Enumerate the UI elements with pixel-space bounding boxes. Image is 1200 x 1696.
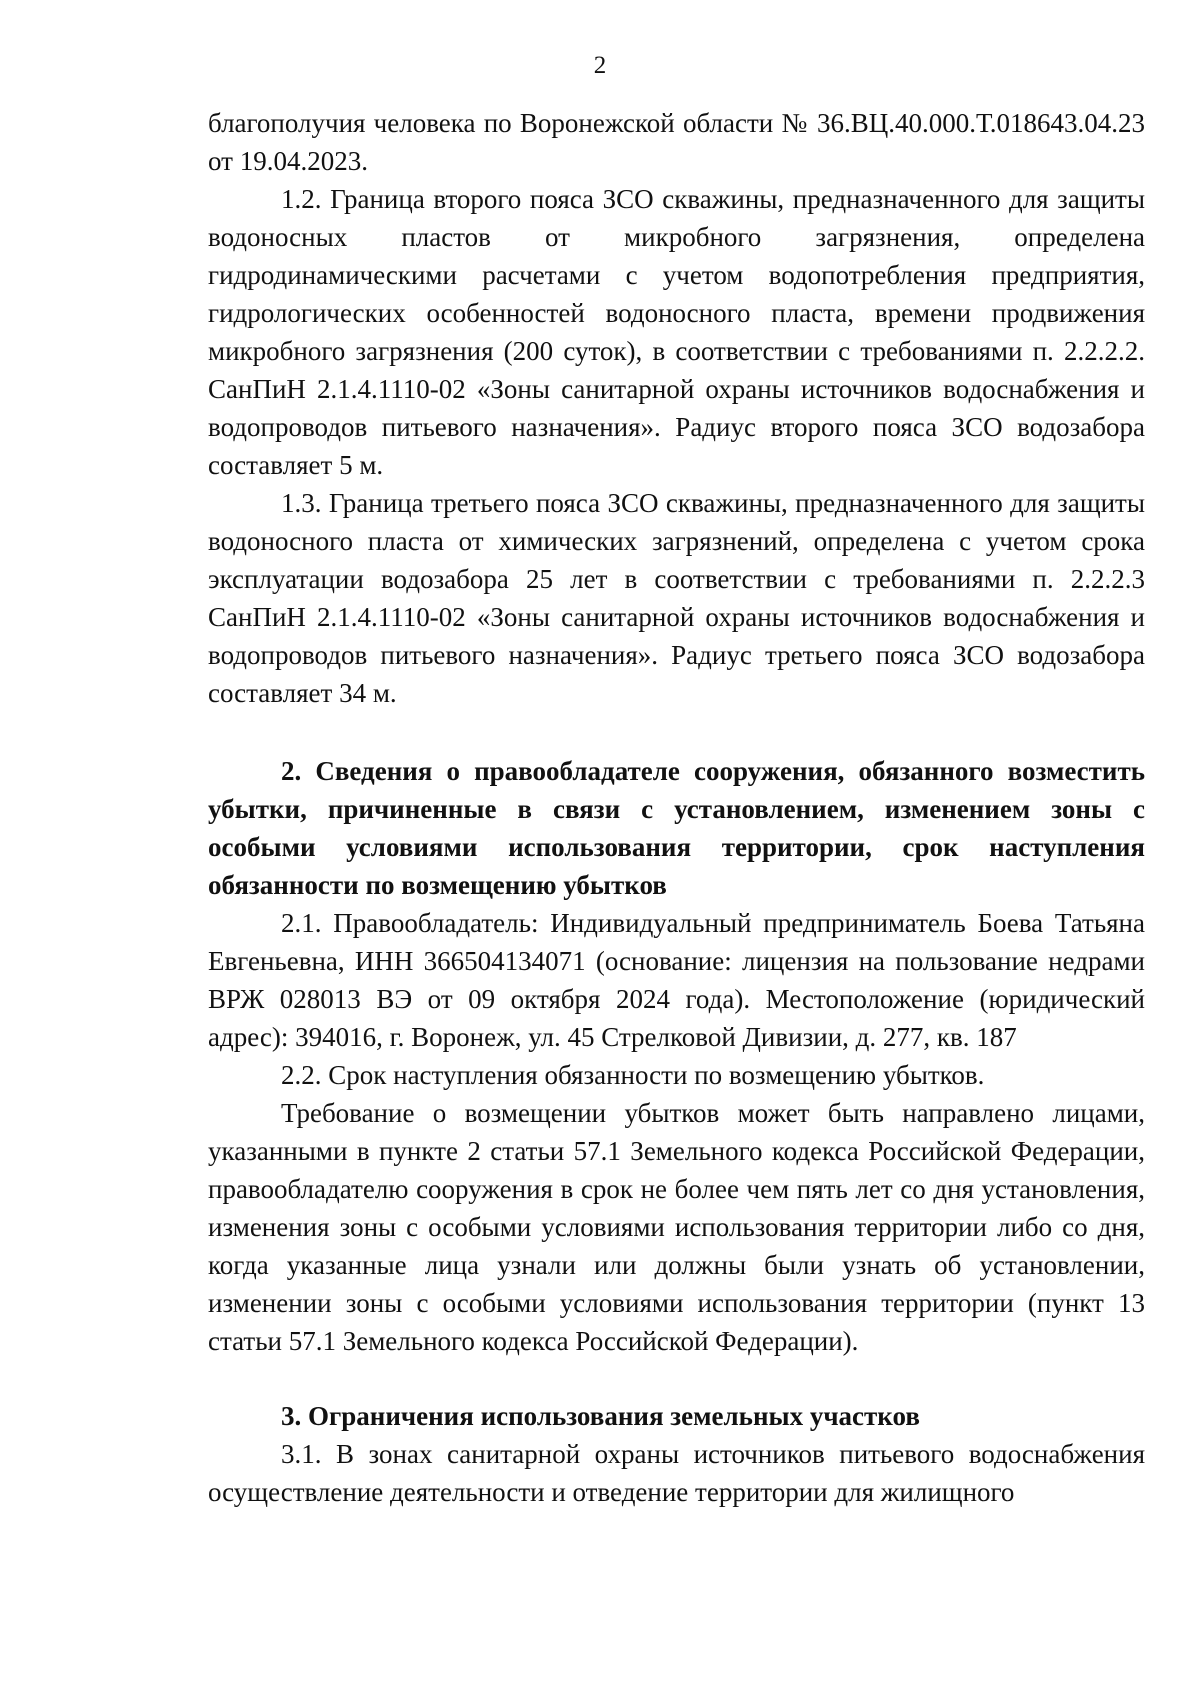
page-number: 2 xyxy=(593,52,607,79)
paragraph-continuation: благополучия человека по Воронежской области № 36.ВЦ.40.000.Т.018643.04.23 от 19.04.2023. xyxy=(208,108,1145,176)
paragraph-2-2: 2.2. Срок наступления обязанности по возмещению убытков. xyxy=(281,1060,985,1090)
paragraph-3-1: 3.1. В зонах санитарной охраны источников питьевого водоснабжения осуществление деятельности и отведение территории для жилищного xyxy=(208,1439,1145,1507)
document-body xyxy=(208,104,1145,1511)
paragraph-2-2-requirement: Требование о возмещении убытков может быть направлено лицами, указанными в пункте 2 статьи 57.1 Земельного кодекса Российской Федерации, правообладателю сооружения в срок не более чем пять лет со дня установления, изменения зоны с особыми условиями использования территории либо со дня, когда указанные лица узнали или должны были узнать об установлении, изменении зоны с особыми условиями использования территории (пункт 13 статьи 57.1 Земельного кодекса Российской Федерации). xyxy=(208,1098,1145,1356)
paragraph-1-3: 1.3. Граница третьего пояса ЗСО скважины, предназначенного для защиты водоносного пласта от химических загрязнений, определена с учетом срока эксплуатации водозабора 25 лет в соответствии с требованиями п. 2.2.2.3 СанПиН 2.1.4.1110-02 «Зоны санитарной охраны источников водоснабжения и водопроводов питьевого назначения». Радиус третьего пояса ЗСО водозабора составляет 34 м. xyxy=(208,488,1145,708)
section-2-heading: 2. Сведения о правообладателе сооружения, обязанного возместить убытки, причиненные в связи с установлением, изменением зоны с особыми условиями использования территории, срок наступления обязанности по возмещению убытков xyxy=(208,756,1145,900)
paragraph-1-2: 1.2. Граница второго пояса ЗСО скважины, предназначенного для защиты водоносных пластов от микробного загрязнения, определена гидродинамическими расчетами с учетом водопотребления предприятия, гидрологических особенностей водоносного пласта, времени продвижения микробного загрязнения (200 суток), в соответствии с требованиями п. 2.2.2.2. СанПиН 2.1.4.1110-02 «Зоны санитарной охраны источников водоснабжения и водопроводов питьевого назначения». Радиус второго пояса ЗСО водозабора составляет 5 м. xyxy=(208,184,1145,480)
section-3-heading: 3. Ограничения использования земельных участков xyxy=(281,1401,920,1431)
paragraph-2-1: 2.1. Правообладатель: Индивидуальный предприниматель Боева Татьяна Евгеньевна, ИНН 366504134071 (основание: лицензия на пользование недрами ВРЖ 028013 ВЭ от 09 октября 2024 года). Местоположение (юридический адрес): 394016, г. Воронеж, ул. 45 Стрелковой Дивизии, д. 277, кв. 187 xyxy=(208,908,1145,1052)
